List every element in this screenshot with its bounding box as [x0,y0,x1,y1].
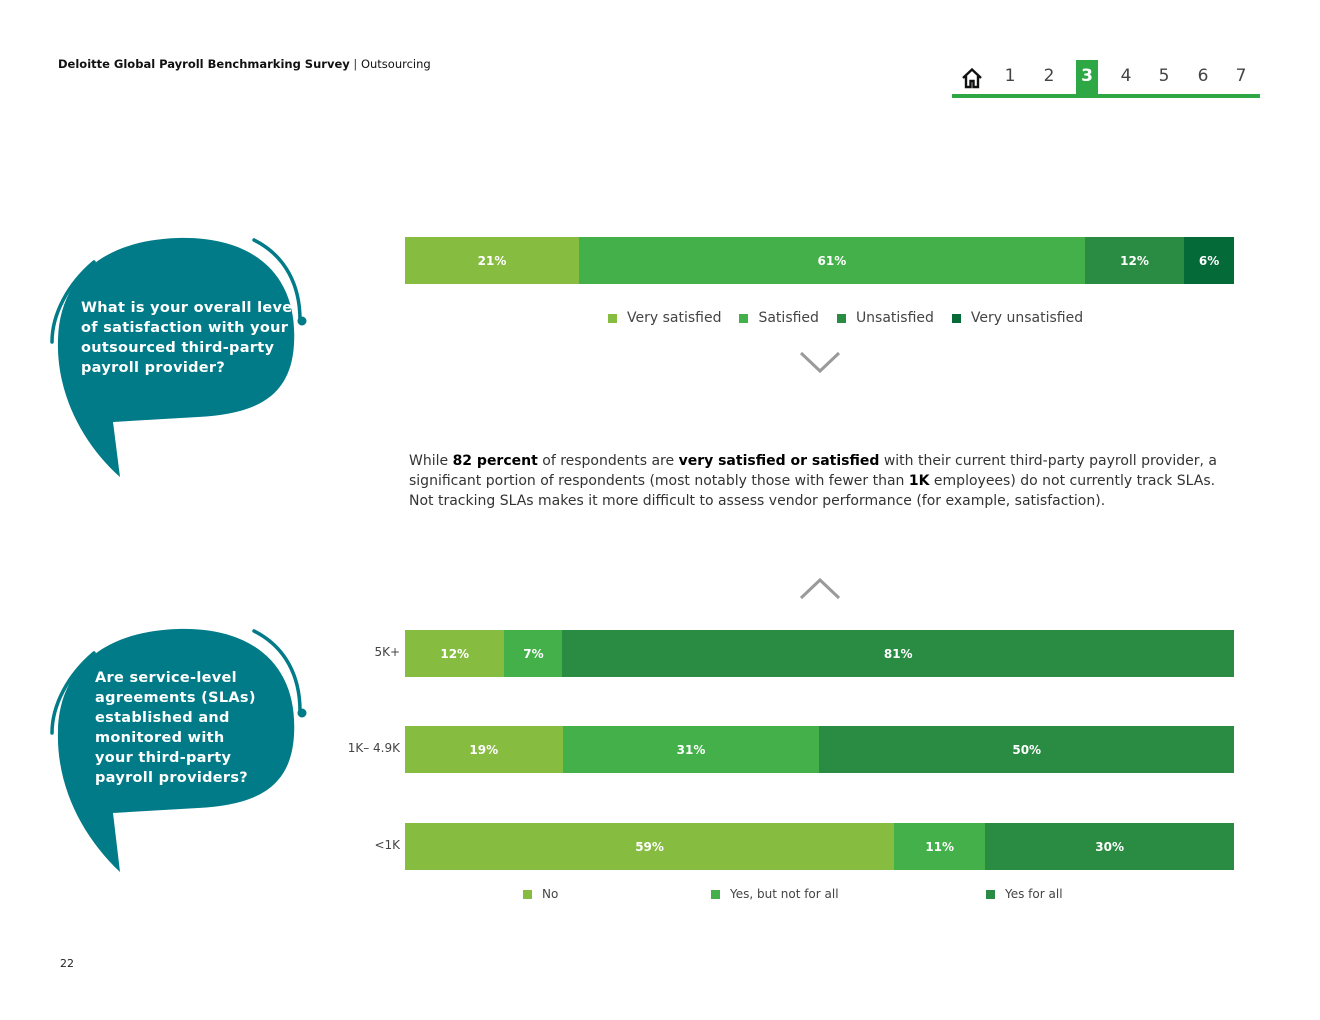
legend-label: Very unsatisfied [970,310,1084,326]
question-2-line: your third-party [95,750,232,766]
bar-row [405,823,1234,870]
category-label: <1K [374,838,400,852]
data-label: 21% [477,253,507,268]
nav-page-4[interactable]: 4 [1120,66,1132,86]
question-2-text [95,668,256,788]
data-label: 7% [523,646,544,661]
summary-emphasis: 1K [908,473,930,489]
bar-segment [405,726,563,773]
question-bubble-2 [48,625,318,875]
question-bubble-1 [48,234,318,484]
data-label: 6% [1198,253,1220,268]
data-label: 59% [635,839,664,854]
bar-segment [405,823,894,870]
legend-label: No [542,887,559,901]
category-label: 1K– 4.9K [347,741,400,755]
question-1-line: What is your overall level [81,300,298,316]
data-label: 50% [1012,742,1042,757]
satisfaction-legend [608,310,1083,326]
legend-swatch [739,314,748,323]
summary-text: While [409,453,453,469]
question-2-line: established and [95,710,230,726]
question-1-text [81,298,298,378]
legend-label: Yes, but not for all [730,887,839,901]
data-label: 30% [1095,839,1124,854]
bar-segment [563,726,820,773]
bar-segment [405,237,579,284]
legend-item-yes-not-all [711,887,839,901]
legend-swatch [523,890,532,899]
nav-page-5[interactable]: 5 [1158,66,1170,86]
nav-page-1[interactable]: 1 [1004,66,1016,86]
bar-segment [562,630,1233,677]
category-label: 5K+ [374,645,400,659]
data-label: 61% [817,253,847,268]
question-2-line: monitored with [95,730,225,746]
legend-swatch [711,890,720,899]
question-2-line: Are service-level [95,670,237,686]
bar-row [405,726,1234,773]
legend-item-no [523,887,558,901]
summary-emphasis: 82 percent [452,453,538,469]
bar-segment [894,823,985,870]
summary-emphasis: very satisfied or satisfied [678,453,880,469]
data-label: 12% [440,646,470,661]
legend-item-yes-all [986,887,1063,901]
bar-segment [405,630,504,677]
nav-page-7[interactable]: 7 [1235,66,1247,86]
summary-text: of respondents are [537,453,679,469]
chevron-up-icon[interactable] [799,576,841,602]
data-label: 31% [676,742,706,757]
legend-item-satisfied [739,310,818,326]
bar-segment [504,630,562,677]
data-label: 12% [1120,253,1149,268]
page-number: 22 [60,957,74,970]
data-label: 81% [883,646,913,661]
nav-page-6[interactable]: 6 [1197,66,1209,86]
header-separator: | [349,57,361,71]
bar-segment [819,726,1234,773]
home-icon[interactable] [960,66,984,90]
legend-swatch [608,314,617,323]
bar-segment [579,237,1085,284]
legend-swatch [986,890,995,899]
legend-label: Satisfied [758,310,819,326]
nav-page-3[interactable]: 3 [1076,60,1098,94]
summary-text: employees) do not currently track SLAs. Not tracking SLAs makes it more difficult to assess vendor performance (for example, satisfaction). [409,473,1216,509]
legend-label: Yes for all [1005,887,1063,901]
bar-segment [985,823,1234,870]
report-title: Deloitte Global Payroll Benchmarking Survey [58,57,350,71]
report-header [58,57,431,71]
page-navigation [952,60,1260,98]
legend-swatch [837,314,846,323]
nav-page-2[interactable]: 2 [1043,66,1055,86]
question-2-line: payroll providers? [95,770,248,786]
bar-segment [1184,237,1234,284]
question-1-line: of satisfaction with your [81,320,289,336]
section-name: Outsourcing [360,57,431,71]
bar-row [405,630,1234,677]
legend-label: Unsatisfied [855,310,934,326]
question-2-line: agreements (SLAs) [95,690,256,706]
bar-segment [1085,237,1184,284]
data-label: 19% [469,742,499,757]
data-label: 11% [925,839,955,854]
legend-item-very-satisfied [608,310,721,326]
legend-item-very-unsatisfied [952,310,1083,326]
bar-row [405,237,1234,284]
nav-underline [952,94,1260,98]
summary-paragraph [409,451,1239,511]
legend-swatch [952,314,961,323]
legend-item-unsatisfied [837,310,934,326]
legend-label: Very satisfied [627,310,722,326]
chevron-down-icon[interactable] [799,350,841,376]
summary-text: with their current third-party payroll provider, a significant portion of respondents (most notably those with fewer than [409,453,1217,489]
question-1-line: payroll provider? [81,360,226,376]
question-1-line: outsourced third-party [81,340,275,356]
